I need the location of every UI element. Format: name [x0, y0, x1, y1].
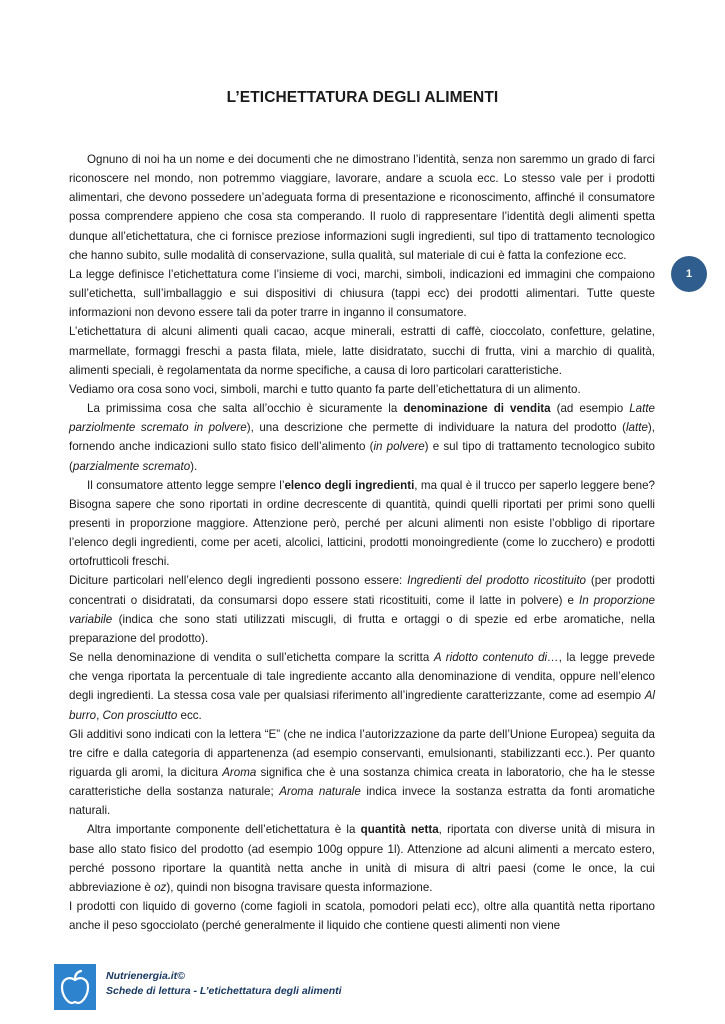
bold-term: quantità netta — [360, 823, 439, 837]
text-run: significa che è una sostanza chimica creata in laboratorio, che ha le stesse caratteristiche della sostanza naturale; — [69, 766, 655, 799]
paragraph — [69, 380, 655, 399]
page-number-badge — [671, 256, 707, 292]
footer-logo — [54, 964, 96, 1010]
italic-term: Al burro — [69, 689, 655, 722]
text-run: Gli additivi sono indicati con la lettera “E” (che ne indica l’autorizzazione da parte dell’Unione Europea) seguita da tre cifre e dalla categoria di appartenenza (ad esempio conservanti, emulsionanti, stabilizzanti ecc.). Per quanto riguarda gli aromi, la dicitura — [69, 727, 655, 779]
text-run: (ad esempio — [550, 402, 630, 416]
text-run: La primissima cosa che salta all’occhio è sicuramente la — [87, 402, 404, 416]
italic-term: Latte parziolmente scremato in polvere — [69, 402, 655, 435]
italic-term: parzialmente scremato — [72, 459, 191, 473]
text-run: Altra importante componente dell’etichettatura è la — [87, 823, 361, 837]
paragraph — [69, 150, 655, 265]
text-run: Vediamo ora cosa sono voci, simboli, marchi e tutto quanto fa parte dell’etichettatura di un alimento. — [69, 382, 581, 396]
bold-term: elenco degli ingredienti — [284, 478, 415, 492]
text-run: ) e sul tipo di trattamento tecnologico subito ( — [69, 440, 655, 473]
text-run: ). — [190, 459, 198, 473]
paragraph — [69, 820, 655, 897]
document-body — [69, 150, 655, 935]
italic-term: oz — [154, 880, 167, 894]
paragraph — [69, 399, 655, 476]
paragraph — [69, 571, 655, 648]
text-run: La legge definisce l’etichettatura come l’insieme di voci, marchi, simboli, indicazioni ed immagini che compaiono sull’etichetta, sull’imballaggio e sui dispositivi di chiusura (tappi ecc) dei prodotti alimentari. Tutte queste informazioni non devono essere tali da poter trarre in inganno il consumatore. — [69, 267, 655, 320]
italic-term: In proporzione variabile — [69, 593, 655, 626]
footer-subtitle: Schede di lettura - L’etichettatura degli alimenti — [106, 985, 342, 997]
bold-term: denominazione di vendita — [403, 402, 551, 416]
paragraph — [69, 725, 655, 821]
text-run: indica invece la sostanza estratta da fonti aromatiche naturali. — [69, 785, 655, 818]
text-run: Il consumatore attento legge sempre l’ — [87, 478, 285, 492]
page-number: 1 — [685, 268, 693, 280]
text-run: L’etichettatura di alcuni alimenti quali cacao, acque minerali, estratti di caffè, cioccolato, confetture, gelatine, marmellate, formaggi freschi a pasta filata, miele, latte disidratato, succhi di frutta, vini a marchio di qualità, alimenti speciali, è regolamentata da norme specifiche, a causa di loro particolari caratteristiche. — [69, 325, 655, 377]
text-run: (per prodotti concentrati o disidratati, da consumarsi dopo essere stati ricostituiti, come il latte in polvere) e — [69, 574, 655, 607]
text-run: ), quindi non bisogna travisare questa informazione. — [166, 880, 433, 894]
italic-term: A ridotto contenuto di… — [433, 651, 559, 665]
text-run: (indica che sono stati utilizzati miscugli, di frutta e ortaggi o di spezie ed erbe aromatiche, nella preparazione del prodotto). — [69, 612, 655, 645]
paragraph — [69, 897, 655, 935]
italic-term: latte — [625, 421, 648, 435]
text-run: , ma qual è il trucco per saperlo leggere bene? Bisogna sapere che sono riportati in ordine decrescente di quantità, quindi quelli riportati per primi sono quelli presenti in proporzione maggiore. Attenzione però, perché per alcuni alimenti non esiste l’obbligo di riportare l’elenco degli ingredienti, come per aceti, alcolici, latticini, prodotti monoingrediente (come lo zucchero) e prodotti ortofrutticoli freschi. — [69, 478, 656, 569]
text-run: Ognuno di noi ha un nome e dei documenti che ne dimostrano l’identità, senza non saremmo un grado di farci riconoscere nel mondo, non potremmo viaggiare, lavorare, andare a scuola ecc. Lo stesso vale per i prodotti alimentari, che devono possedere un’adeguata forma di presentazione e riconoscimento, affinché il consumatore possa comprendere appieno che cosa sta comperando. Il ruolo di rappresentare l’identità degli alimenti spetta dunque all’etichettatura, che ci fornisce preziose informazioni sugli ingredienti, sul tipo di trattamento tecnologico che hanno subito, sulle modalità di conservazione, sulla qualità, sul materiale di cui è fatta la confezione ecc. — [69, 153, 655, 262]
text-run: ), fornendo anche indicazioni sullo stato fisico dell’alimento ( — [69, 421, 655, 454]
italic-term: in polvere — [373, 440, 425, 454]
italic-term: Aroma — [222, 766, 257, 779]
paragraph — [69, 648, 655, 725]
paragraph — [69, 265, 655, 322]
text-run: Diciture particolari nell’elenco degli ingredienti possono essere: — [69, 574, 408, 588]
text-run: ecc. — [177, 708, 202, 722]
text-run: Se nella denominazione di vendita o sull’etichetta compare la scritta — [69, 651, 434, 665]
footer-text — [106, 969, 342, 999]
apple-icon — [58, 968, 92, 1006]
italic-term: Con prosciutto — [102, 708, 178, 722]
paragraph — [69, 322, 655, 379]
paragraph — [69, 476, 655, 572]
text-run: , — [96, 708, 103, 722]
italic-term: Ingredienti del prodotto ricostituito — [407, 574, 587, 588]
footer-brand: Nutrienergia.it© — [106, 970, 185, 982]
text-run: I prodotti con liquido di governo (come fagioli in scatola, pomodori pelati ecc), oltre alla quantità netta riportano anche il peso sgocciolato (perché generalmente il liquido che contiene questi alimenti non viene — [69, 900, 655, 933]
italic-term: Aroma naturale — [279, 785, 361, 799]
text-run: ), una descrizione che permette di individuare la natura del prodotto ( — [246, 421, 626, 435]
page-title: L’ETICHETTATURA DEGLI ALIMENTI — [226, 89, 499, 106]
text-run: , riportata con diverse unità di misura in base allo stato fisico del prodotto (ad esempio 100g oppure 1l). Attenzione ad alcuni alimenti a mercato estero, perché possono riportare la quantità netta anche in unità di misura di altri paesi (come le once, la cui abbreviazione è — [69, 823, 656, 894]
text-run: , la legge prevede che venga riportata la percentuale di tale ingrediente accanto alla denominazione di vendita, oppure nell’elenco degli ingredienti. La stessa cosa vale per qualsiasi riferimento all’ingrediente caratterizzante, come ad esempio — [69, 651, 655, 703]
